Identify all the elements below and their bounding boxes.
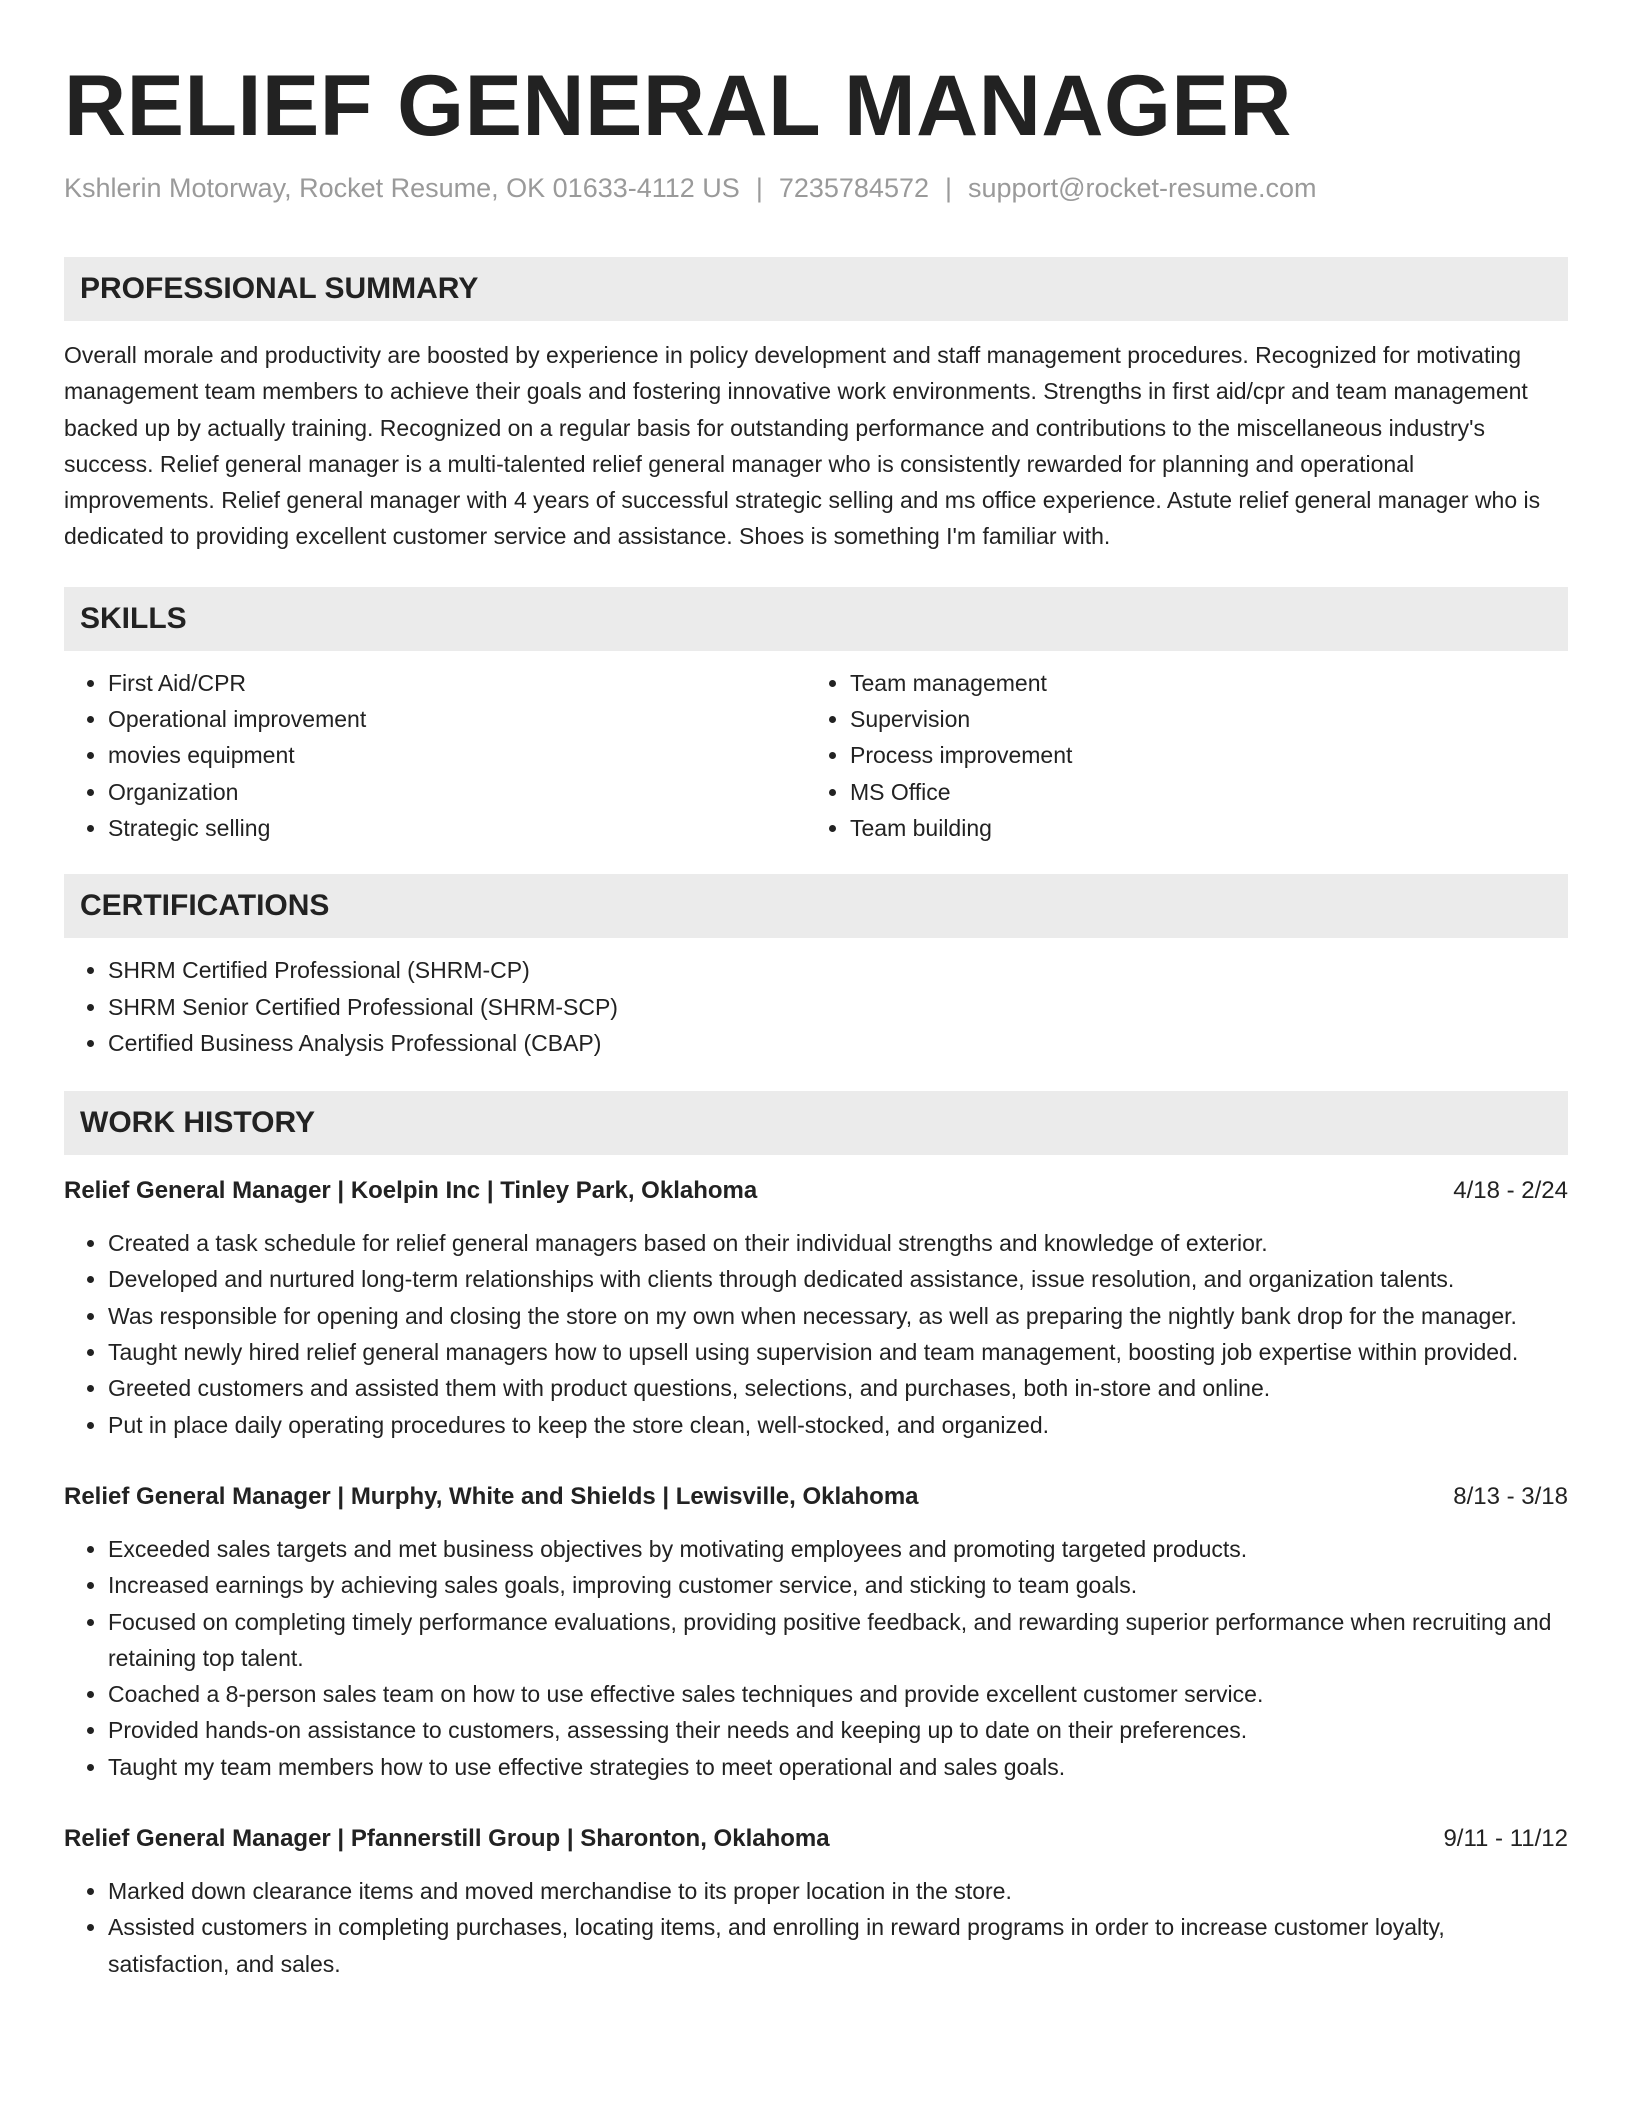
job-bullet: • Increased earnings by achieving sales goals, improving customer service, and sticking to team goals. [108,1567,1568,1603]
summary-header: PROFESSIONAL SUMMARY [64,257,1568,321]
skill-item: • Organization [108,774,806,810]
job-dates: 9/11 - 11/12 [1443,1825,1568,1853]
job-entry [64,1479,1568,1785]
skill-item: • MS Office [850,774,1548,810]
job-dates: 8/13 - 3/18 [1453,1482,1568,1510]
job-bullet: • Assisted customers in completing purchases, locating items, and enrolling in reward programs in order to increase customer loyalty, satisfaction, and sales. [108,1909,1568,1982]
skill-item: • Team management [850,665,1548,701]
job-header [64,1821,1568,1857]
job-bullet: • Taught newly hired relief general managers how to upsell using supervision and team management, boosting job expertise within provided. [108,1334,1568,1370]
work-history-header: WORK HISTORY [64,1091,1568,1155]
job-title: Relief General Manager | Koelpin Inc | Tinley Park, Oklahoma [64,1177,758,1205]
job-header [64,1479,1568,1515]
resume-page [64,0,1568,1982]
job-bullets [64,1873,1568,1982]
certification-item: • Certified Business Analysis Professional (CBAP) [108,1025,1568,1061]
certification-item: • SHRM Senior Certified Professional (SHRM-SCP) [108,989,1568,1025]
phone-text: 7235784572 [778,173,929,203]
job-title: Relief General Manager | Pfannerstill Group | Sharonton, Oklahoma [64,1825,830,1853]
job-bullet: • Marked down clearance items and moved merchandise to its proper location in the store. [108,1873,1568,1909]
job-entry [64,1173,1568,1443]
skills-grid [64,665,1568,846]
resume-name: RELIEF GENERAL MANAGER [64,58,1292,154]
skill-item: • movies equipment [108,737,806,773]
certification-item: • SHRM Certified Professional (SHRM-CP) [108,952,1568,988]
skill-item: • Process improvement [850,737,1548,773]
job-bullets [64,1225,1568,1443]
skill-item: • First Aid/CPR [108,665,806,701]
job-bullet: • Greeted customers and assisted them with product questions, selections, and purchases, both in-store and online. [108,1370,1568,1406]
summary-text: Overall morale and productivity are boosted by experience in policy development and staff management procedures. Recognized for motivating management team members to achieve their goals and fostering innovative work environments. Strengths in first aid/cpr and team management backed up by actually training. Recognized on a regular basis for outstanding performance and contributions to the miscellaneous industry's success. Relief general manager is a multi-talented relief general manager who is consistently rewarded for planning and operational improvements. Relief general manager with 4 years of successful strategic selling and ms office experience. Astute relief general manager who is dedicated to providing excellent customer service and assistance. Shoes is something I'm familiar with. [64,342,1541,550]
certifications-list [64,952,1568,1061]
job-bullet: • Developed and nurtured long-term relationships with clients through dedicated assistance, issue resolution, and organization talents. [108,1261,1568,1297]
job-bullet: • Created a task schedule for relief general managers based on their individual strengths and knowledge of exterior. [108,1225,1568,1261]
address-text: Kshlerin Motorway, Rocket Resume, OK 01633-4112 US [64,173,740,203]
job-bullet: • Was responsible for opening and closing the store on my own when necessary, as well as preparing the nightly bank drop for the manager. [108,1298,1568,1334]
skills-right-column [806,665,1548,846]
skill-item: • Operational improvement [108,701,806,737]
job-bullet: • Focused on completing timely performance evaluations, providing positive feedback, and rewarding superior performance when recruiting and retaining top talent. [108,1604,1568,1677]
skills-header: SKILLS [64,587,1568,651]
skill-item: • Team building [850,810,1548,846]
job-bullet: • Exceeded sales targets and met business objectives by motivating employees and promoting targeted products. [108,1531,1568,1567]
job-bullets [64,1531,1568,1785]
job-header [64,1173,1568,1209]
skill-item: • Supervision [850,701,1548,737]
contact-line [64,170,1568,206]
job-title: Relief General Manager | Murphy, White and Shields | Lewisville, Oklahoma [64,1482,919,1510]
job-dates: 4/18 - 2/24 [1453,1177,1568,1205]
job-bullet: • Taught my team members how to use effective strategies to meet operational and sales goals. [108,1749,1568,1785]
job-bullet: • Coached a 8-person sales team on how to use effective sales techniques and provide excellent customer service. [108,1676,1568,1712]
job-bullet: • Provided hands-on assistance to customers, assessing their needs and keeping up to date on their preferences. [108,1712,1568,1748]
certifications-header: CERTIFICATIONS [64,874,1568,938]
skill-item: • Strategic selling [108,810,806,846]
email-link[interactable]: support@rocket-resume.com [968,173,1317,203]
job-bullet: • Put in place daily operating procedures to keep the store clean, well-stocked, and organized. [108,1407,1568,1443]
job-entry [64,1821,1568,1982]
contact-separator: | [945,173,953,203]
contact-separator: | [755,173,763,203]
skills-left-column [64,665,806,846]
